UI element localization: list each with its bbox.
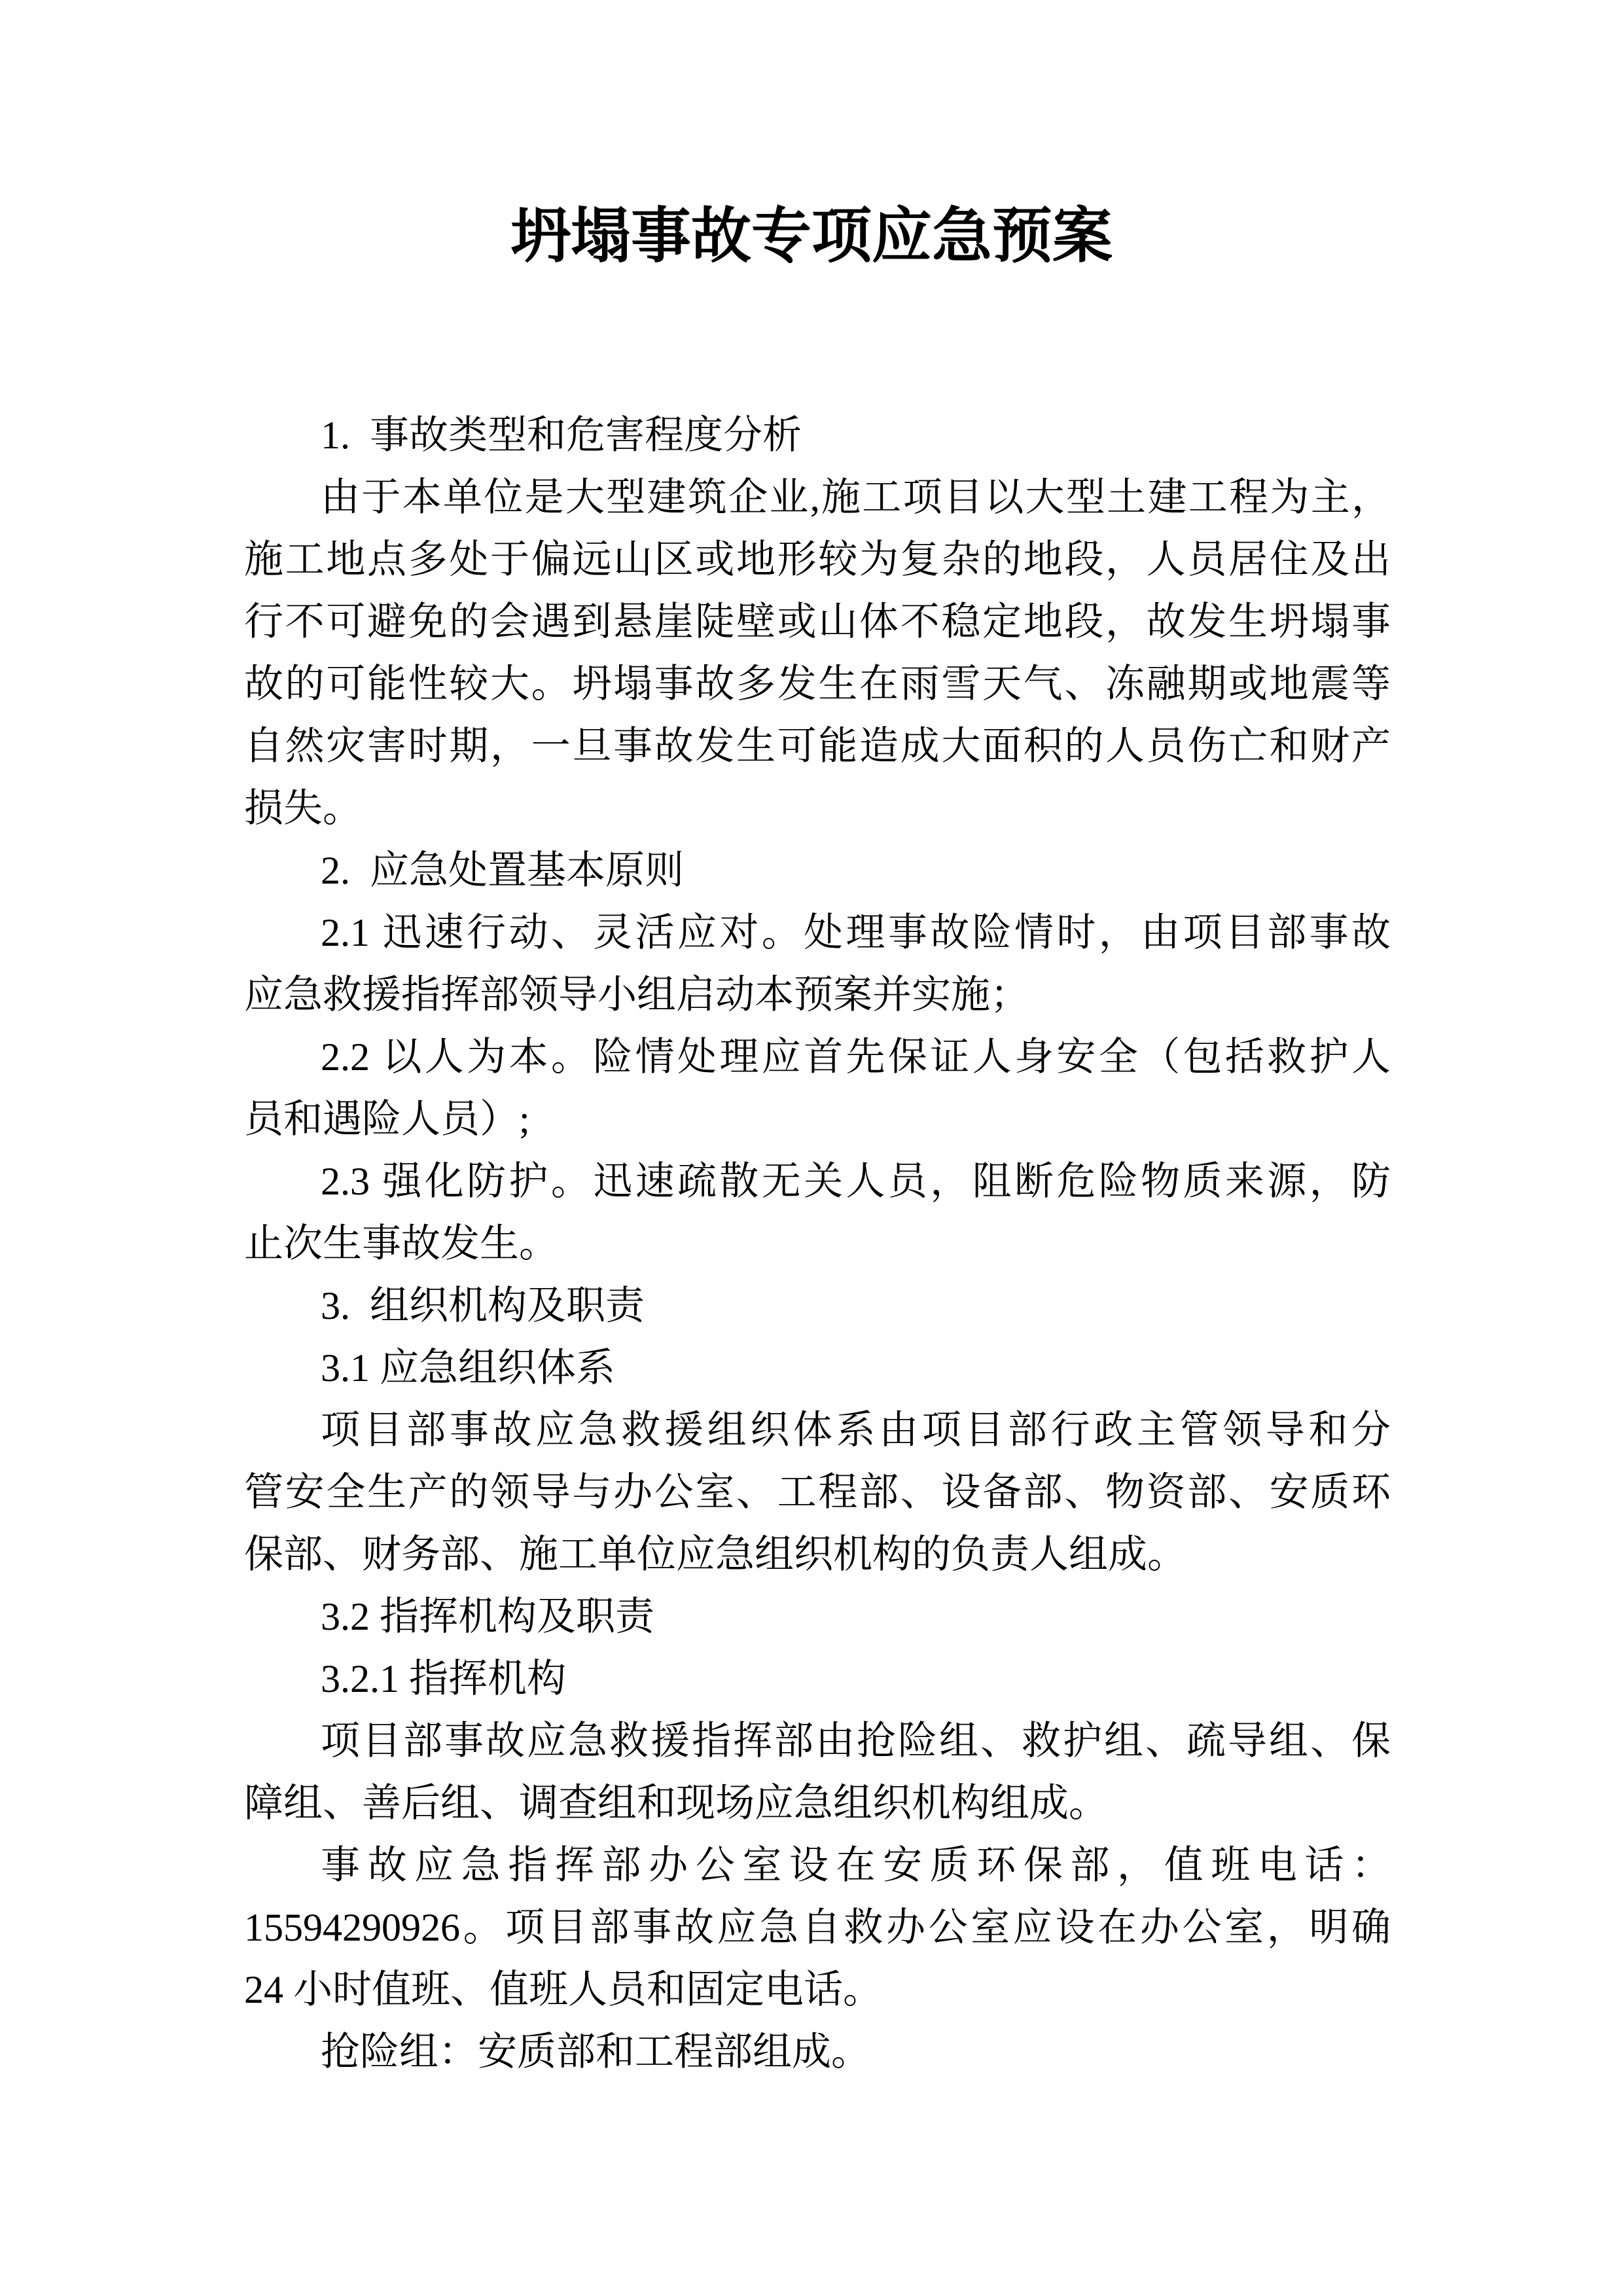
- para-org-system-line-2: 管安全生产的领导与办公室、工程部、设备部、物资部、安质环: [244, 1471, 1391, 1514]
- para-org-system-line-3: 保部、财务部、施工单位应急组织机构的负责人组成。: [244, 1533, 1186, 1576]
- document-body: [244, 404, 1391, 2083]
- heading-section-1: 1. 事故类型和危害程度分析: [321, 414, 802, 457]
- heading-section-3-1: 3.1 应急组织体系: [321, 1346, 615, 1390]
- para-principle-2-2-line-1: 2.2 以人为本。险情处理应首先保证人身安全（包括救护人: [321, 1035, 1391, 1079]
- para-principle-2-1-line-1: 2.1 迅速行动、灵活应对。处理事故险情时，由项目部事故: [321, 911, 1391, 954]
- heading-section-3-2: 3.2 指挥机构及职责: [321, 1595, 654, 1638]
- para-duty-office-line-2: 15594290926。项目部事故应急自救办公室应设在办公室，明确: [244, 1906, 1391, 1949]
- heading-section-3-2-1: 3.2.1 指挥机构: [321, 1657, 566, 1700]
- para-risk-analysis-line-4: 故的可能性较大。坍塌事故多发生在雨雪天气、冻融期或地震等: [244, 662, 1391, 706]
- para-risk-analysis-line-2: 施工地点多处于偏远山区或地形较为复杂的地段，人员居住及出: [244, 538, 1391, 581]
- para-risk-analysis-line-5: 自然灾害时期，一旦事故发生可能造成大面积的人员伤亡和财产: [244, 725, 1391, 768]
- heading-section-3: 3. 组织机构及职责: [321, 1284, 645, 1327]
- para-duty-office-line-3: 24 小时值班、值班人员和固定电话。: [244, 1968, 882, 2011]
- para-duty-office-line-1: 事故应急指挥部办公室设在安质环保部，值班电话：: [321, 1844, 1391, 1887]
- para-principle-2-1-line-2: 应急救援指挥部领导小组启动本预案并实施；: [244, 973, 1029, 1016]
- para-principle-2-2-line-2: 员和遇险人员）;: [244, 1098, 530, 1141]
- para-command-groups-line-2: 障组、善后组、调查组和现场应急组织机构组成。: [244, 1782, 1108, 1825]
- para-risk-analysis-line-6: 损失。: [244, 787, 362, 830]
- para-principle-2-3-line-2: 止次生事故发生。: [244, 1222, 558, 1265]
- para-principle-2-3-line-1: 2.3 强化防护。迅速疏散无关人员，阻断危险物质来源，防: [321, 1160, 1391, 1203]
- document-title: 坍塌事故专项应急预案: [510, 203, 1113, 270]
- para-risk-analysis-line-3: 行不可避免的会遇到悬崖陡壁或山体不稳定地段，故发生坍塌事: [244, 600, 1391, 643]
- para-rescue-team-line-1: 抢险组：安质部和工程部组成。: [321, 2030, 870, 2073]
- para-command-groups-line-1: 项目部事故应急救援指挥部由抢险组、救护组、疏导组、保: [321, 1719, 1391, 1763]
- para-org-system-line-1: 项目部事故应急救援组织体系由项目部行政主管领导和分: [321, 1408, 1391, 1452]
- para-risk-analysis-line-1: 由于本单位是大型建筑企业,施工项目以大型土建工程为主，: [321, 476, 1391, 519]
- heading-section-2: 2. 应急处置基本原则: [321, 849, 684, 892]
